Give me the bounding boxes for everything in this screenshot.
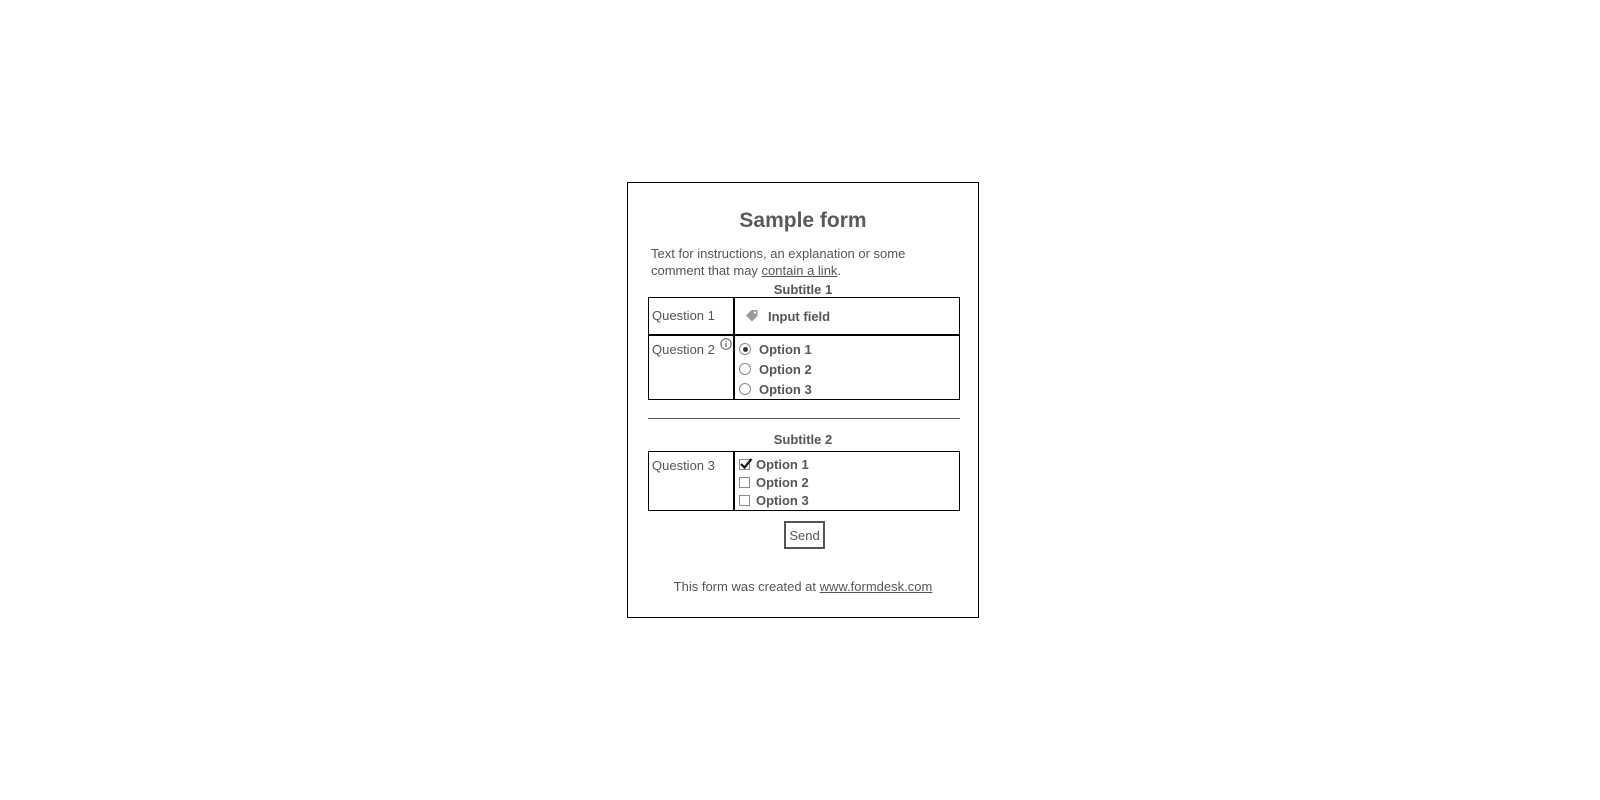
radio-option-3-label: Option 3 (759, 381, 812, 397)
send-button[interactable]: Send (784, 521, 825, 549)
footer-text: This form was created at (673, 579, 820, 594)
question-table-1 (648, 297, 960, 400)
radio-option-1[interactable] (739, 339, 959, 359)
checkbox-option-3-label: Option 3 (756, 492, 809, 508)
question-row-1 (649, 298, 959, 334)
question-2-answer (735, 336, 959, 399)
question-1-input[interactable] (768, 309, 938, 324)
subtitle-2: Subtitle 2 (773, 432, 833, 447)
question-2-label (649, 336, 735, 399)
radio-option-2-label: Option 2 (759, 361, 812, 377)
question-1-label (649, 298, 735, 334)
form-container (627, 182, 979, 618)
checkbox[interactable] (739, 477, 750, 488)
intro-text (651, 245, 951, 279)
checkbox[interactable] (739, 495, 750, 506)
checkbox-option-3[interactable] (739, 491, 959, 509)
footer (628, 579, 978, 594)
radio-option-2[interactable] (739, 359, 959, 379)
info-icon[interactable] (720, 338, 732, 350)
radio-button[interactable] (739, 363, 751, 375)
checkmark-icon (739, 457, 753, 471)
section-divider (648, 418, 960, 419)
radio-option-3[interactable] (739, 379, 959, 399)
question-1-label-text: Question 1 (652, 308, 715, 323)
question-table-2 (648, 451, 960, 511)
question-3-label (649, 452, 735, 510)
subtitle-1: Subtitle 1 (773, 282, 833, 297)
question-3-answer (735, 452, 959, 510)
intro-text-body: Text for instructions, an explanation or some comment that may (651, 246, 906, 278)
checkbox-option-2-label: Option 2 (756, 474, 809, 490)
checkbox-group (735, 452, 959, 509)
input-field-wrap (735, 298, 959, 334)
radio-button[interactable] (739, 383, 751, 395)
question-3-label-text: Question 3 (652, 458, 715, 473)
form-title: Sample form (739, 209, 867, 232)
intro-link[interactable]: contain a link (761, 263, 838, 278)
checkbox-option-2[interactable] (739, 473, 959, 491)
radio-option-1-label: Option 1 (759, 341, 812, 357)
question-row-3 (649, 452, 959, 510)
tag-icon (745, 309, 759, 323)
checkbox-option-1[interactable] (739, 455, 959, 473)
checkbox-option-1-label: Option 1 (756, 456, 809, 472)
question-1-answer (735, 298, 959, 334)
footer-link[interactable]: www.formdesk.com (819, 579, 933, 594)
radio-group (735, 336, 959, 399)
intro-text-end: . (837, 263, 842, 278)
question-2-label-text: Question 2 (652, 342, 715, 357)
question-row-2 (649, 334, 959, 399)
radio-button-checked[interactable] (739, 343, 751, 355)
checkbox-checked[interactable] (739, 459, 750, 470)
